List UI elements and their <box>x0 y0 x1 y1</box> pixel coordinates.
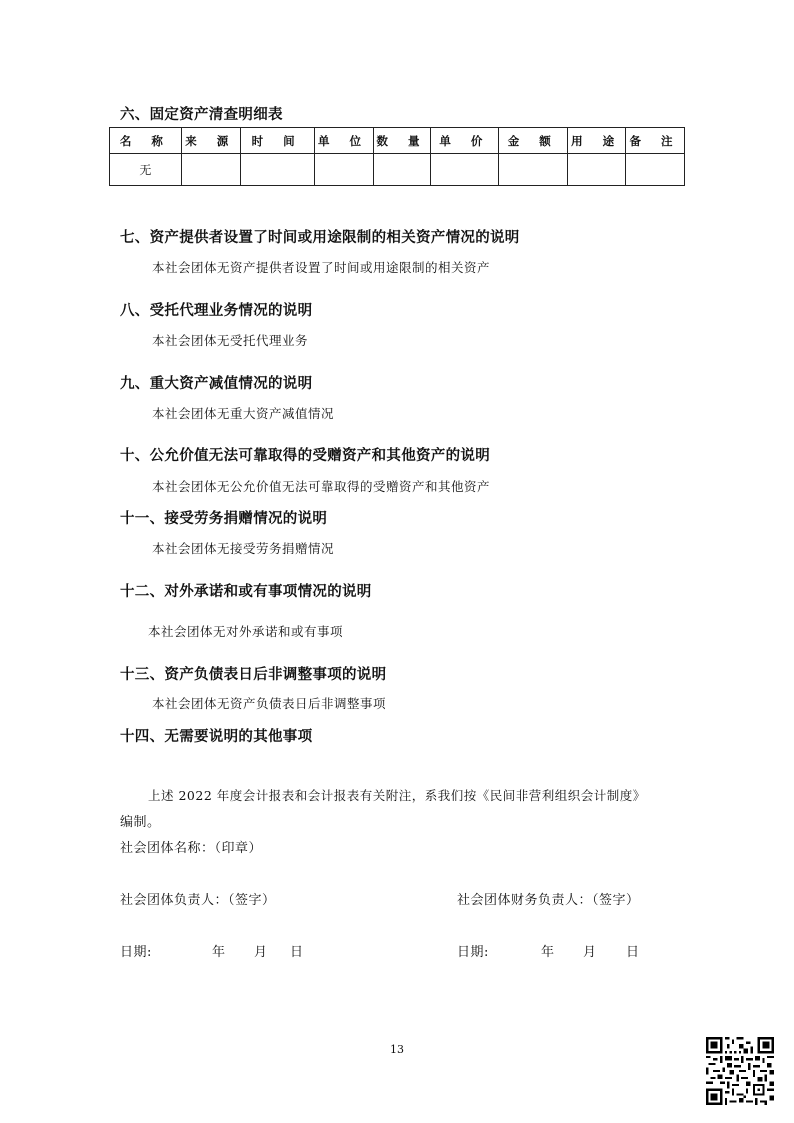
table-cell <box>240 154 314 186</box>
section-heading-6: 六、固定资产清查明细表 <box>120 107 283 123</box>
col-header-unit: 单 位 <box>314 128 373 154</box>
leader-signature-label: 社会团体负责人：（签字） <box>120 893 276 908</box>
table-cell <box>373 154 431 186</box>
section-text-12: 本社会团体无对外承诺和或有事项 <box>148 624 344 639</box>
section-text-10: 本社会团体无公允价值无法可靠取得的受赠资产和其他资产 <box>152 479 491 494</box>
col-header-quantity: 数 量 <box>373 128 431 154</box>
section-heading-8: 八、受托代理业务情况的说明 <box>120 303 313 319</box>
org-name-label: 社会团体名称：（印章） <box>120 841 263 856</box>
finance-leader-signature-label: 社会团体财务负责人：（签字） <box>457 893 640 908</box>
closing-statement-line1: 上述 2022 年度会计报表和会计报表有关附注，系我们按《民间非营利组织会计制度》 <box>148 788 646 803</box>
section-heading-11: 十一、接受劳务捐赠情况的说明 <box>120 511 328 527</box>
date-month-left: 月 <box>254 945 268 960</box>
table-cell: 无 <box>110 154 182 186</box>
section-heading-14: 十四、无需要说明的其他事项 <box>120 729 313 745</box>
table-header-row <box>110 128 685 154</box>
date-label-right: 日期: <box>457 945 489 960</box>
table-cell <box>499 154 568 186</box>
table-cell <box>181 154 240 186</box>
date-year-left: 年 <box>212 945 226 960</box>
date-day-left: 日 <box>290 945 304 960</box>
section-text-9: 本社会团体无重大资产减值情况 <box>152 406 335 421</box>
section-text-13: 本社会团体无资产负债表日后非调整事项 <box>152 696 387 711</box>
section-text-7: 本社会团体无资产提供者设置了时间或用途限制的相关资产 <box>152 260 491 275</box>
section-heading-12: 十二、对外承诺和或有事项情况的说明 <box>120 584 372 600</box>
table-row <box>110 154 685 186</box>
qr-code-icon <box>706 1037 774 1105</box>
date-label-left: 日期: <box>120 945 152 960</box>
fixed-assets-table <box>109 127 685 186</box>
section-heading-9: 九、重大资产减值情况的说明 <box>120 376 313 392</box>
section-text-11: 本社会团体无接受劳务捐赠情况 <box>152 541 335 556</box>
date-month-right: 月 <box>583 945 597 960</box>
date-day-right: 日 <box>626 945 640 960</box>
col-header-source: 来 源 <box>181 128 240 154</box>
col-header-name: 名 称 <box>110 128 182 154</box>
col-header-remark: 备 注 <box>626 128 685 154</box>
section-text-8: 本社会团体无受托代理业务 <box>152 333 309 348</box>
col-header-unit-price: 单 价 <box>431 128 499 154</box>
section-heading-7: 七、资产提供者设置了时间或用途限制的相关资产情况的说明 <box>120 230 520 246</box>
table-cell <box>626 154 685 186</box>
table-cell <box>431 154 499 186</box>
section-heading-10: 十、公允价值无法可靠取得的受赠资产和其他资产的说明 <box>120 448 490 464</box>
section-heading-13: 十三、资产负债表日后非调整事项的说明 <box>120 667 387 683</box>
col-header-time: 时 间 <box>240 128 314 154</box>
col-header-purpose: 用 途 <box>568 128 626 154</box>
page-number: 13 <box>390 1043 404 1056</box>
date-year-right: 年 <box>541 945 555 960</box>
table-cell <box>568 154 626 186</box>
table-cell <box>314 154 373 186</box>
col-header-amount: 金 额 <box>499 128 568 154</box>
closing-statement-line2: 编制。 <box>120 815 161 830</box>
